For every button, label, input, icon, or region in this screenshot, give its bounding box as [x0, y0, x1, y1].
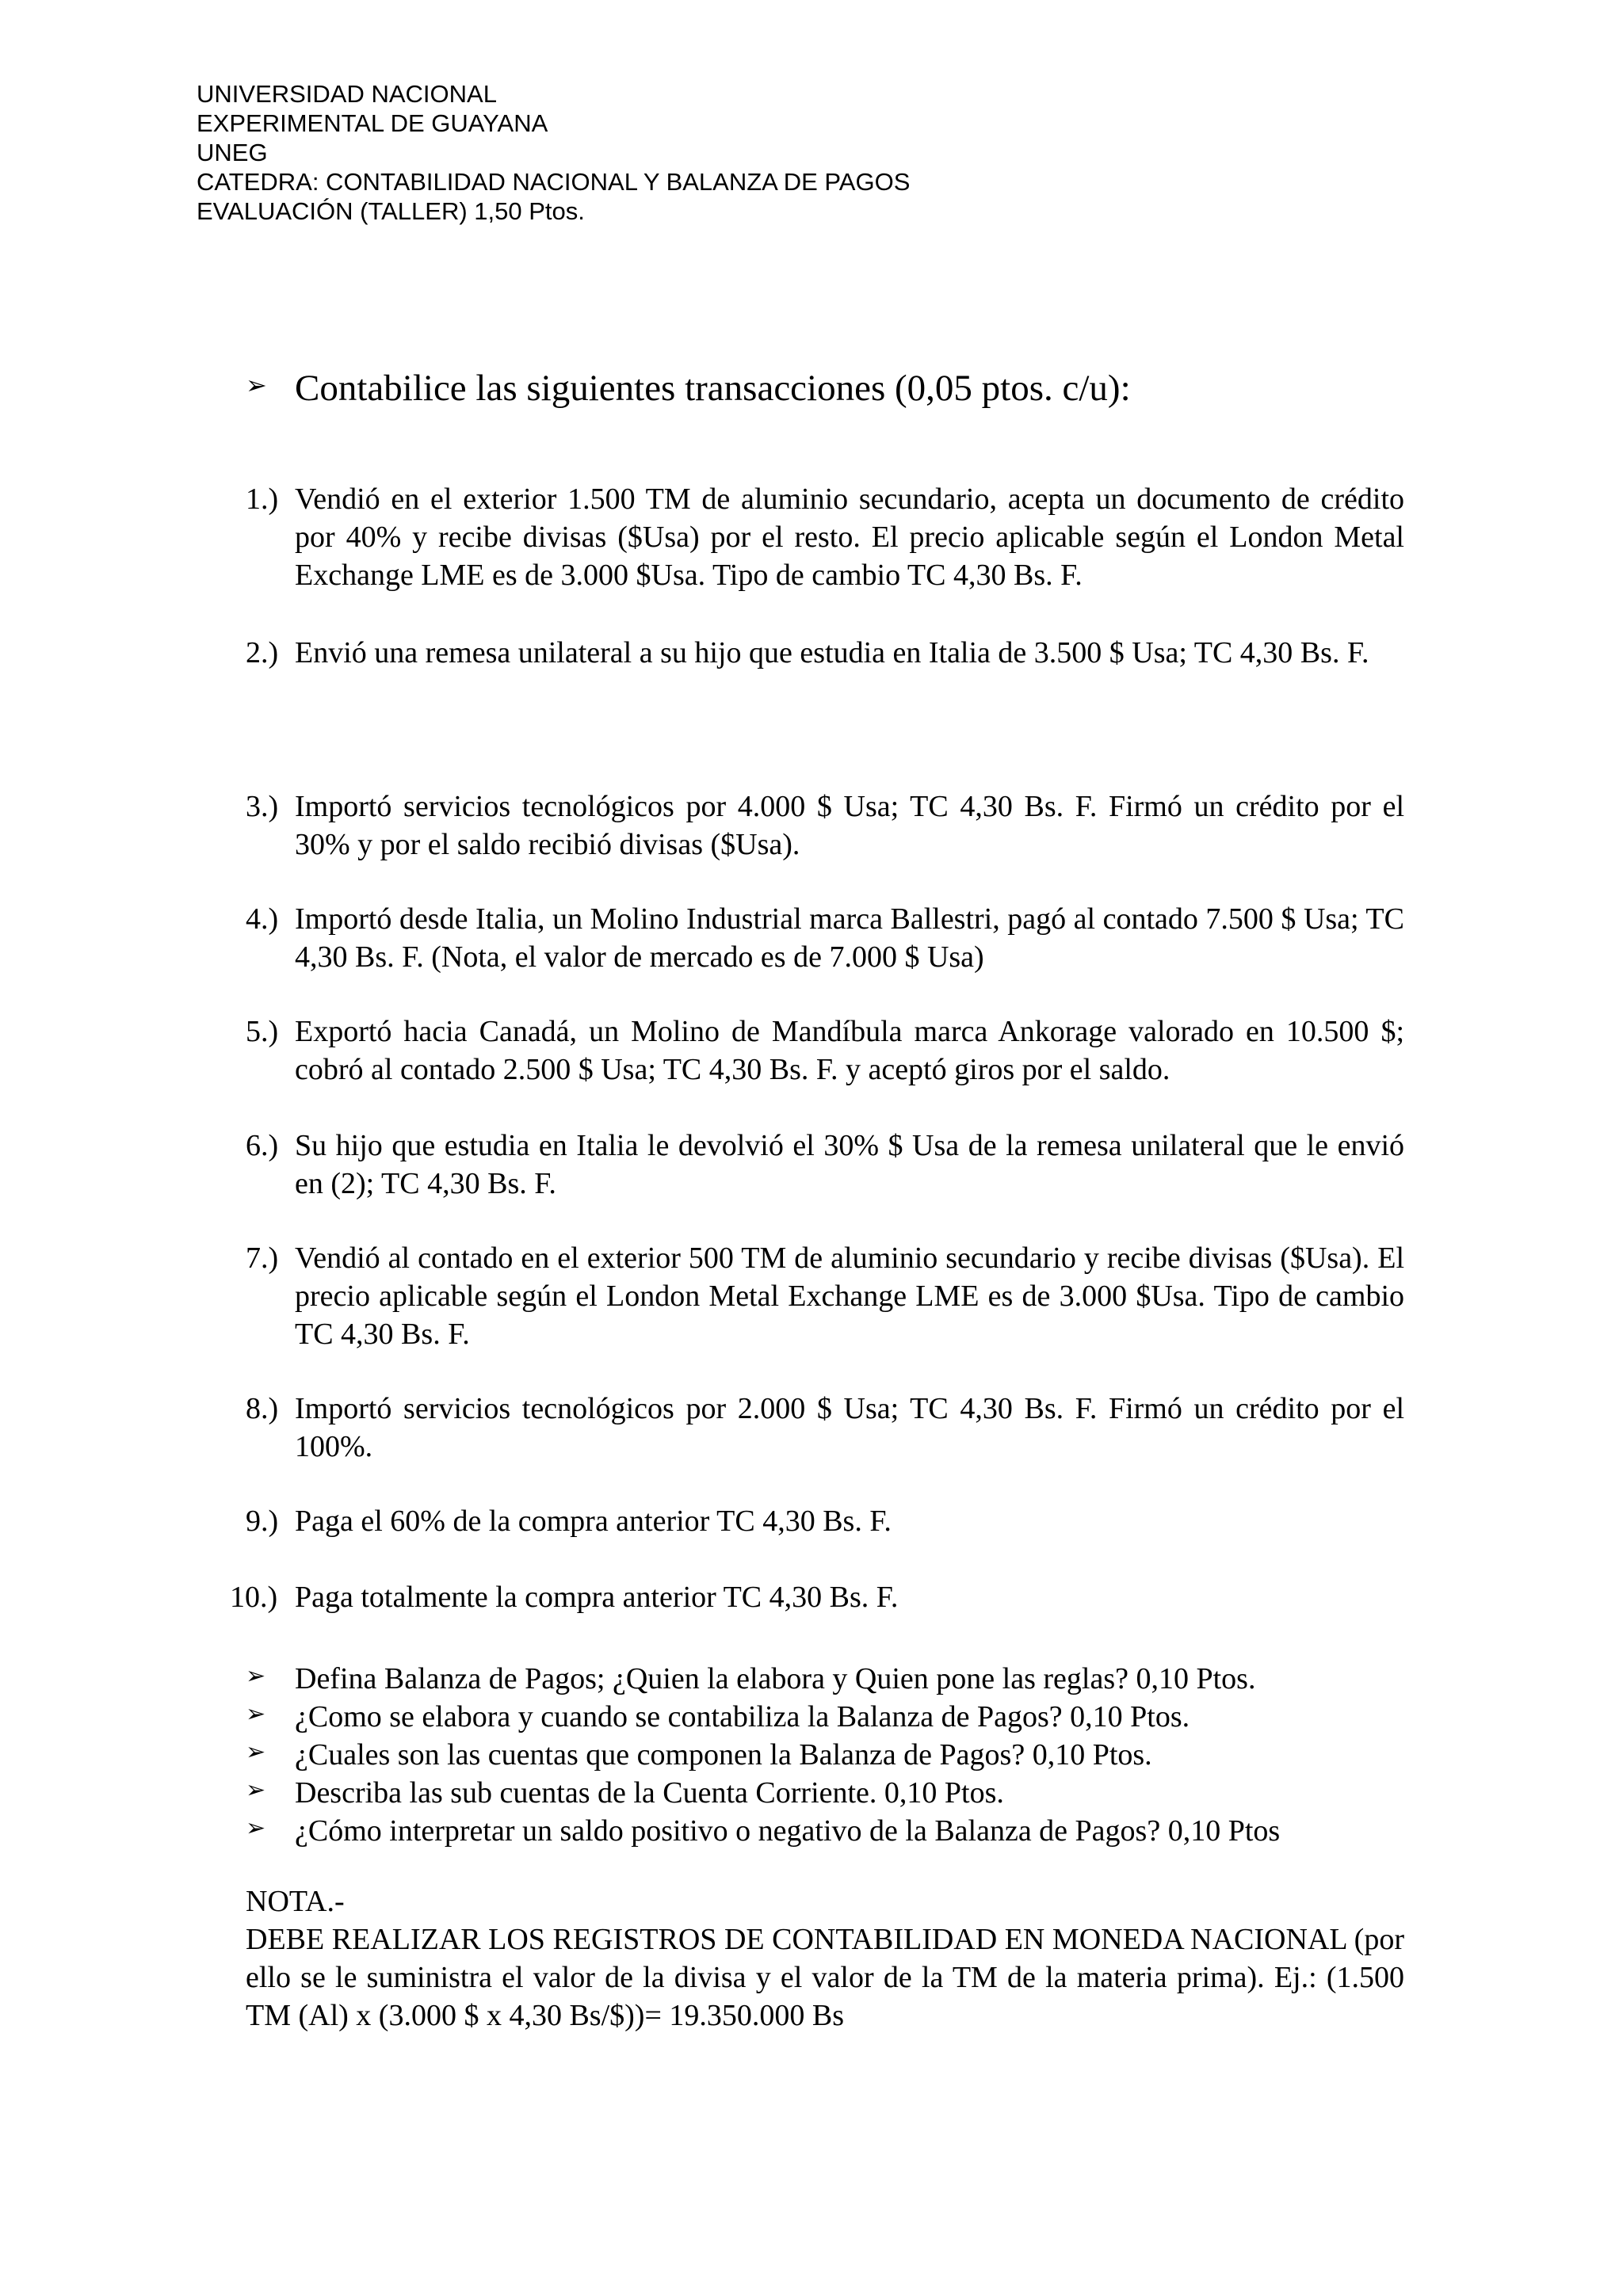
- question-text: Describa las sub cuentas de la Cuenta Corriente. 0,10 Ptos.: [295, 1776, 1004, 1810]
- question-item: [246, 1695, 1404, 1733]
- list-item: [246, 480, 1404, 594]
- question-item: [246, 1657, 1404, 1695]
- question-text: Defina Balanza de Pagos; ¿Quien la elabora y Quien pone las reglas? 0,10 Ptos.: [295, 1662, 1256, 1695]
- header-acronym: UNEG: [197, 139, 268, 166]
- list-item: [246, 788, 1404, 864]
- item-number: 3.): [246, 790, 279, 823]
- note-text: DEBE REALIZAR LOS REGISTROS DE CONTABILIDAD EN MONEDA NACIONAL (por ello se le suministra el valor de la divisa y el valor de la TM de la materia prima). Ej.: (1.500 TM (Al) x (3.000 $ x 4,30 Bs/$))= 19.350.000 Bs: [246, 1923, 1404, 2032]
- header-university: UNIVERSIDAD NACIONAL: [197, 80, 497, 108]
- list-item: [246, 1502, 1404, 1540]
- list-item: [230, 1578, 1404, 1616]
- item-number: 10.): [230, 1581, 278, 1614]
- arrow-bullet-icon: ➢: [246, 1814, 266, 1842]
- item-number: 5.): [246, 1015, 279, 1048]
- item-number: 9.): [246, 1505, 279, 1538]
- item-number: 6.): [246, 1129, 279, 1162]
- list-item: [246, 900, 1404, 976]
- item-text: Paga totalmente la compra anterior TC 4,30 Bs. F.: [295, 1581, 899, 1614]
- item-number: 1.): [246, 482, 279, 516]
- note-label: NOTA.-: [246, 1885, 345, 1918]
- section-title: [246, 361, 1131, 412]
- item-text: Paga el 60% de la compra anterior TC 4,30 Bs. F.: [295, 1505, 892, 1538]
- item-text: Envió una remesa unilateral a su hijo que estudia en Italia de 3.500 $ Usa; TC 4,30 Bs. F.: [295, 636, 1369, 669]
- list-item: [246, 1239, 1404, 1353]
- header-evaluation: EVALUACIÓN (TALLER) 1,50 Ptos.: [197, 197, 585, 225]
- item-text: Exportó hacia Canadá, un Molino de Mandíbula marca Ankorage valorado en 10.500 $; cobró al contado 2.500 $ Usa; TC 4,30 Bs. F. y aceptó giros por el saldo.: [295, 1015, 1404, 1086]
- question-item: [246, 1772, 1404, 1810]
- item-number: 8.): [246, 1392, 279, 1425]
- header-course: CATEDRA: CONTABILIDAD NACIONAL Y BALANZA DE PAGOS: [197, 168, 911, 196]
- arrow-bullet-icon: ➢: [246, 1662, 266, 1690]
- arrow-bullet-icon: ➢: [246, 1738, 266, 1766]
- question-item: [246, 1810, 1404, 1848]
- question-text: ¿Como se elabora y cuando se contabiliza la Balanza de Pagos? 0,10 Ptos.: [295, 1700, 1190, 1733]
- question-item: [246, 1733, 1404, 1772]
- item-number: 4.): [246, 902, 279, 936]
- item-text: Vendió al contado en el exterior 500 TM de aluminio secundario y recibe divisas ($Usa). El precio aplicable según el London Metal Exchange LME es de 3.000 $Usa. Tipo de cambio TC 4,30 Bs. F.: [295, 1241, 1404, 1351]
- document-header: [197, 79, 910, 226]
- note-block: [246, 1882, 1404, 2035]
- arrow-bullet-icon: ➢: [246, 1776, 266, 1804]
- item-text: Importó servicios tecnológicos por 2.000 $ Usa; TC 4,30 Bs. F. Firmó un crédito por el 100%.: [295, 1392, 1404, 1463]
- question-list: [246, 1657, 1404, 1848]
- item-text: Vendió en el exterior 1.500 TM de aluminio secundario, acepta un documento de crédito por 40% y recibe divisas ($Usa) por el resto. El precio aplicable según el London Metal Exchange LME es de 3.000 $Usa. Tipo de cambio TC 4,30 Bs. F.: [295, 482, 1404, 592]
- question-text: ¿Cuales son las cuentas que componen la Balanza de Pagos? 0,10 Ptos.: [295, 1738, 1152, 1772]
- list-item: [246, 1390, 1404, 1466]
- item-number: 2.): [246, 636, 279, 669]
- list-item: [246, 1127, 1404, 1203]
- section-title-text: Contabilice las siguientes transacciones (0,05 ptos. c/u):: [295, 368, 1131, 409]
- list-item: [246, 1013, 1404, 1089]
- item-text: Importó servicios tecnológicos por 4.000 $ Usa; TC 4,30 Bs. F. Firmó un crédito por el 30% y por el saldo recibió divisas ($Usa).: [295, 790, 1404, 861]
- arrow-bullet-icon: ➢: [246, 1700, 266, 1728]
- item-text: Su hijo que estudia en Italia le devolvió el 30% $ Usa de la remesa unilateral que le envió en (2); TC 4,30 Bs. F.: [295, 1129, 1404, 1200]
- header-university-cont: EXPERIMENTAL DE GUAYANA: [197, 109, 548, 137]
- question-text: ¿Cómo interpretar un saldo positivo o negativo de la Balanza de Pagos? 0,10 Ptos: [295, 1814, 1281, 1848]
- list-item: [246, 634, 1404, 672]
- item-number: 7.): [246, 1241, 279, 1275]
- arrow-bullet-icon: ➢: [246, 370, 267, 400]
- item-text: Importó desde Italia, un Molino Industrial marca Ballestri, pagó al contado 7.500 $ Usa; TC 4,30 Bs. F. (Nota, el valor de mercado es de 7.000 $ Usa): [295, 902, 1404, 974]
